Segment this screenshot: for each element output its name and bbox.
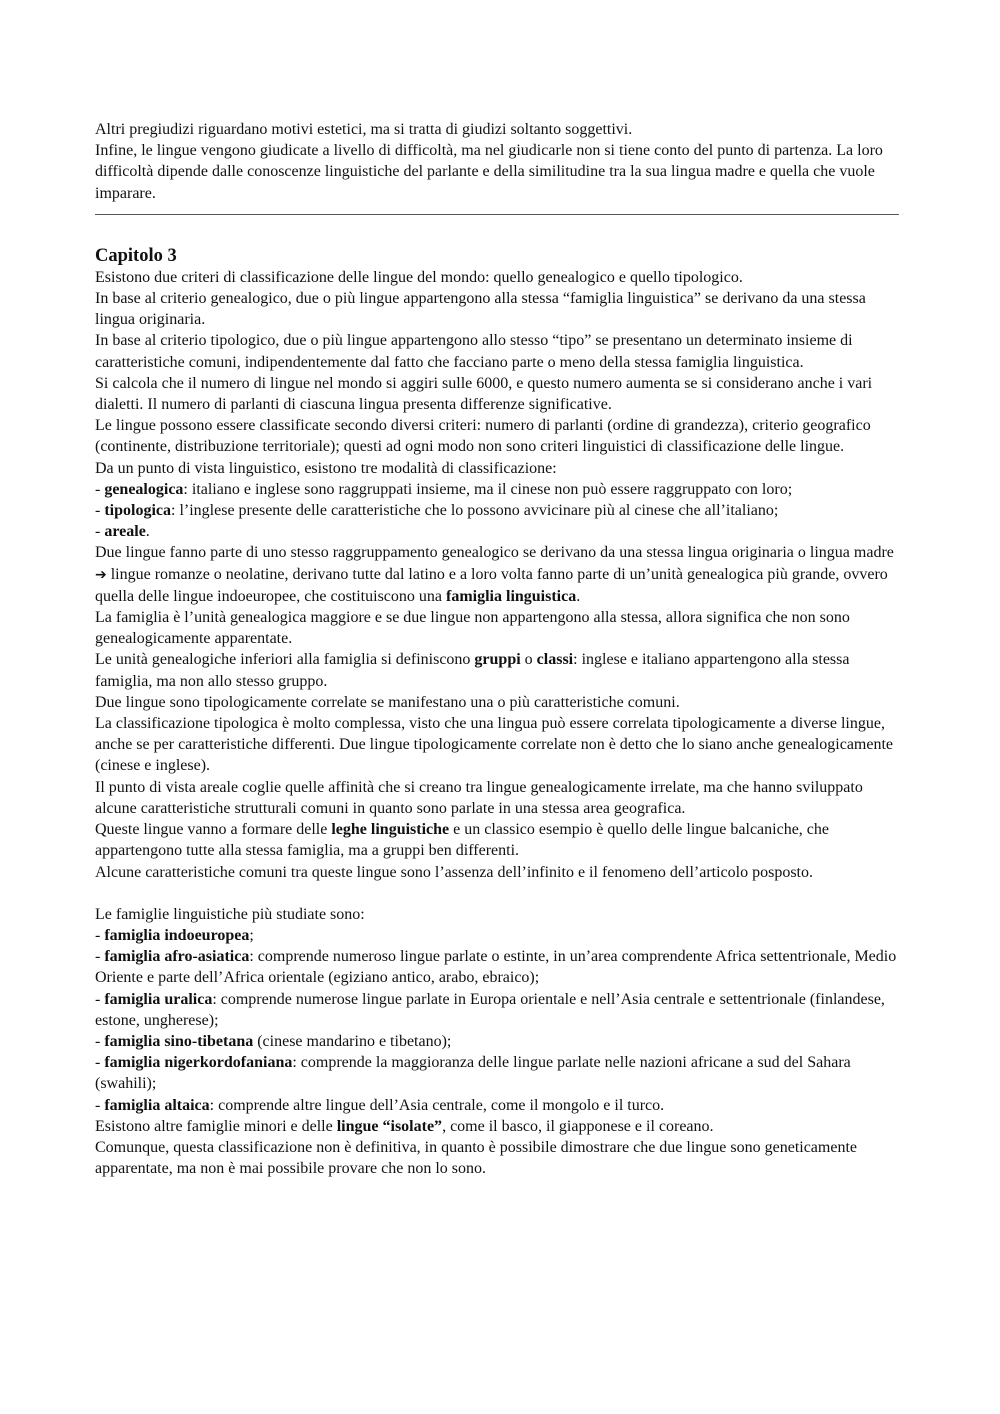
list-item: - areale. xyxy=(95,523,150,541)
paragraph: In base al criterio tipologico, due o più lingue appartengono allo stesso “tipo” se presentano un determinato insieme di caratteristiche comuni, indipendentemente dal fatto che facciano parte o meno della stessa famiglia linguistica. xyxy=(95,332,853,371)
paragraph: Due lingue sono tipologicamente correlate se manifestano una o più caratteristiche comuni. xyxy=(95,693,680,711)
bold-term: tipologica xyxy=(104,502,171,520)
paragraph: Si calcola che il numero di lingue nel mondo si aggiri sulle 6000, e questo numero aumenta se si considerano anche i vari dialetti. Il numero di parlanti di ciascuna lingua presenta differenze significative. xyxy=(95,374,873,414)
list-item: - famiglia afro-asiatica: comprende numeroso lingue parlate o estinte, in un’area comprendente Africa settentrionale, Medio Oriente e parte dell’Africa orientale (egiziano antico, arabo, ebraico); xyxy=(95,948,897,987)
paragraph: La classificazione tipologica è molto complessa, visto che una lingua può essere correlata tipologicamente a diverse lingue, anche se per caratteristiche differenti. Due lingue tipologicamente correlate non è detto che lo siano anche genealogicamente (cinese e inglese). xyxy=(95,715,894,775)
paragraph: La famiglia è l’unità genealogica maggiore e se due lingue non appartengono alla stessa, allora significa che non sono genealogicamente apparentate. xyxy=(95,609,850,648)
intro-paragraph: Infine, le lingue vengono giudicate a livello di difficoltà, ma nel giudicarle non si tiene conto del punto di partenza. La loro difficoltà dipende dalle conoscenze linguistiche del parlante e della similitudine tra la sua lingua madre e quella che vuole imparare. xyxy=(95,142,883,202)
paragraph: Da un punto di vista linguistico, esistono tre modalità di classificazione: xyxy=(95,459,557,477)
paragraph: Due lingue fanno parte di uno stesso raggruppamento genealogico se derivano da una stessa lingua originaria o lingua madre ➔ lingue romanze o neolatine, derivano tutte dal latino e a loro volta fanno parte di un’unità genealogica più grande, ovvero quella delle lingue indoeuropee, che costituiscono una famiglia linguistica. xyxy=(95,544,894,605)
list-item: - famiglia indoeuropea; xyxy=(95,926,254,944)
bold-term: famiglia afro-asiatica xyxy=(104,948,250,966)
paragraph: Comunque, questa classificazione non è definitiva, in quanto è possibile dimostrare che due lingue sono geneticamente apparentate, ma non è mai possibile provare che non lo sono. xyxy=(95,1138,857,1178)
section-divider xyxy=(95,214,899,215)
paragraph: Alcune caratteristiche comuni tra queste lingue sono l’assenza dell’infinito e il fenomeno dell’articolo posposto. xyxy=(95,863,813,881)
bold-term: famiglia altaica xyxy=(104,1096,210,1114)
paragraph: In base al criterio genealogico, due o più lingue appartengono alla stessa “famiglia linguistica” se derivano da una stessa lingua originaria. xyxy=(95,290,866,329)
bold-term: leghe linguistiche xyxy=(331,821,450,839)
paragraph: Esistono due criteri di classificazione delle lingue del mondo: quello genealogico e quello tipologico. xyxy=(95,268,743,286)
list-item: - famiglia sino-tibetana (cinese mandarino e tibetano); xyxy=(95,1032,452,1050)
paragraph: Le lingue possono essere classificate secondo diversi criteri: numero di parlanti (ordine di grandezza), criterio geografico (continente, distribuzione territoriale); questi ad ogni modo non sono criteri linguistici di classificazione delle lingue. xyxy=(95,417,871,456)
bold-term: lingue “isolate” xyxy=(336,1117,443,1135)
document-page xyxy=(95,119,905,1179)
paragraph: Esistono altre famiglie minori e delle lingue “isolate”, come il basco, il giapponese e il coreano. xyxy=(95,1117,714,1135)
arrow-icon: ➔ xyxy=(95,566,107,583)
bold-term: famiglia linguistica xyxy=(446,587,577,605)
bold-term: classi xyxy=(536,651,574,669)
list-item: - genealogica: italiano e inglese sono raggruppati insieme, ma il cinese non può essere raggruppato con loro; xyxy=(95,480,793,498)
bold-term: gruppi xyxy=(474,651,521,669)
bold-term: famiglia nigerkordofaniana xyxy=(104,1054,293,1072)
list-item: - tipologica: l’inglese presente delle caratteristiche che lo possono avvicinare più al cinese che all’italiano; xyxy=(95,502,779,520)
paragraph: Le famiglie linguistiche più studiate sono: xyxy=(95,905,365,923)
intro-paragraph: Altri pregiudizi riguardano motivi estetici, ma si tratta di giudizi soltanto soggettivi. xyxy=(95,121,633,138)
bold-term: famiglia indoeuropea xyxy=(104,926,250,944)
bold-term: famiglia sino-tibetana xyxy=(104,1032,254,1050)
paragraph: Queste lingue vanno a formare delle leghe linguistiche e un classico esempio è quello delle lingue balcaniche, che appartengono tutte alla stessa famiglia, ma a gruppi ben differenti. xyxy=(95,821,829,860)
paragraph-gap xyxy=(95,883,905,904)
paragraph: Il punto di vista areale coglie quelle affinità che si creano tra lingue genealogicamente irrelate, ma che hanno sviluppato alcune caratteristiche strutturali comuni in quanto sono parlate in una stessa area geografica. xyxy=(95,778,863,817)
chapter-title: Capitolo 3 xyxy=(95,245,177,266)
bold-term: areale xyxy=(104,523,146,541)
paragraph: Le unità genealogiche inferiori alla famiglia si definiscono gruppi o classi: inglese e italiano appartengono alla stessa famiglia, ma non allo stesso gruppo. xyxy=(95,651,850,690)
list-item: - famiglia altaica: comprende altre lingue dell’Asia centrale, come il mongolo e il turco. xyxy=(95,1096,665,1114)
list-item: - famiglia nigerkordofaniana: comprende la maggioranza delle lingue parlate nelle nazioni africane a sud del Sahara (swahili); xyxy=(95,1054,851,1093)
bold-term: genealogica xyxy=(104,480,184,498)
list-item: - famiglia uralica: comprende numerose lingue parlate in Europa orientale e nell’Asia centrale e settentrionale (finlandese, estone, ungherese); xyxy=(95,990,885,1029)
bold-term: famiglia uralica xyxy=(104,990,213,1008)
